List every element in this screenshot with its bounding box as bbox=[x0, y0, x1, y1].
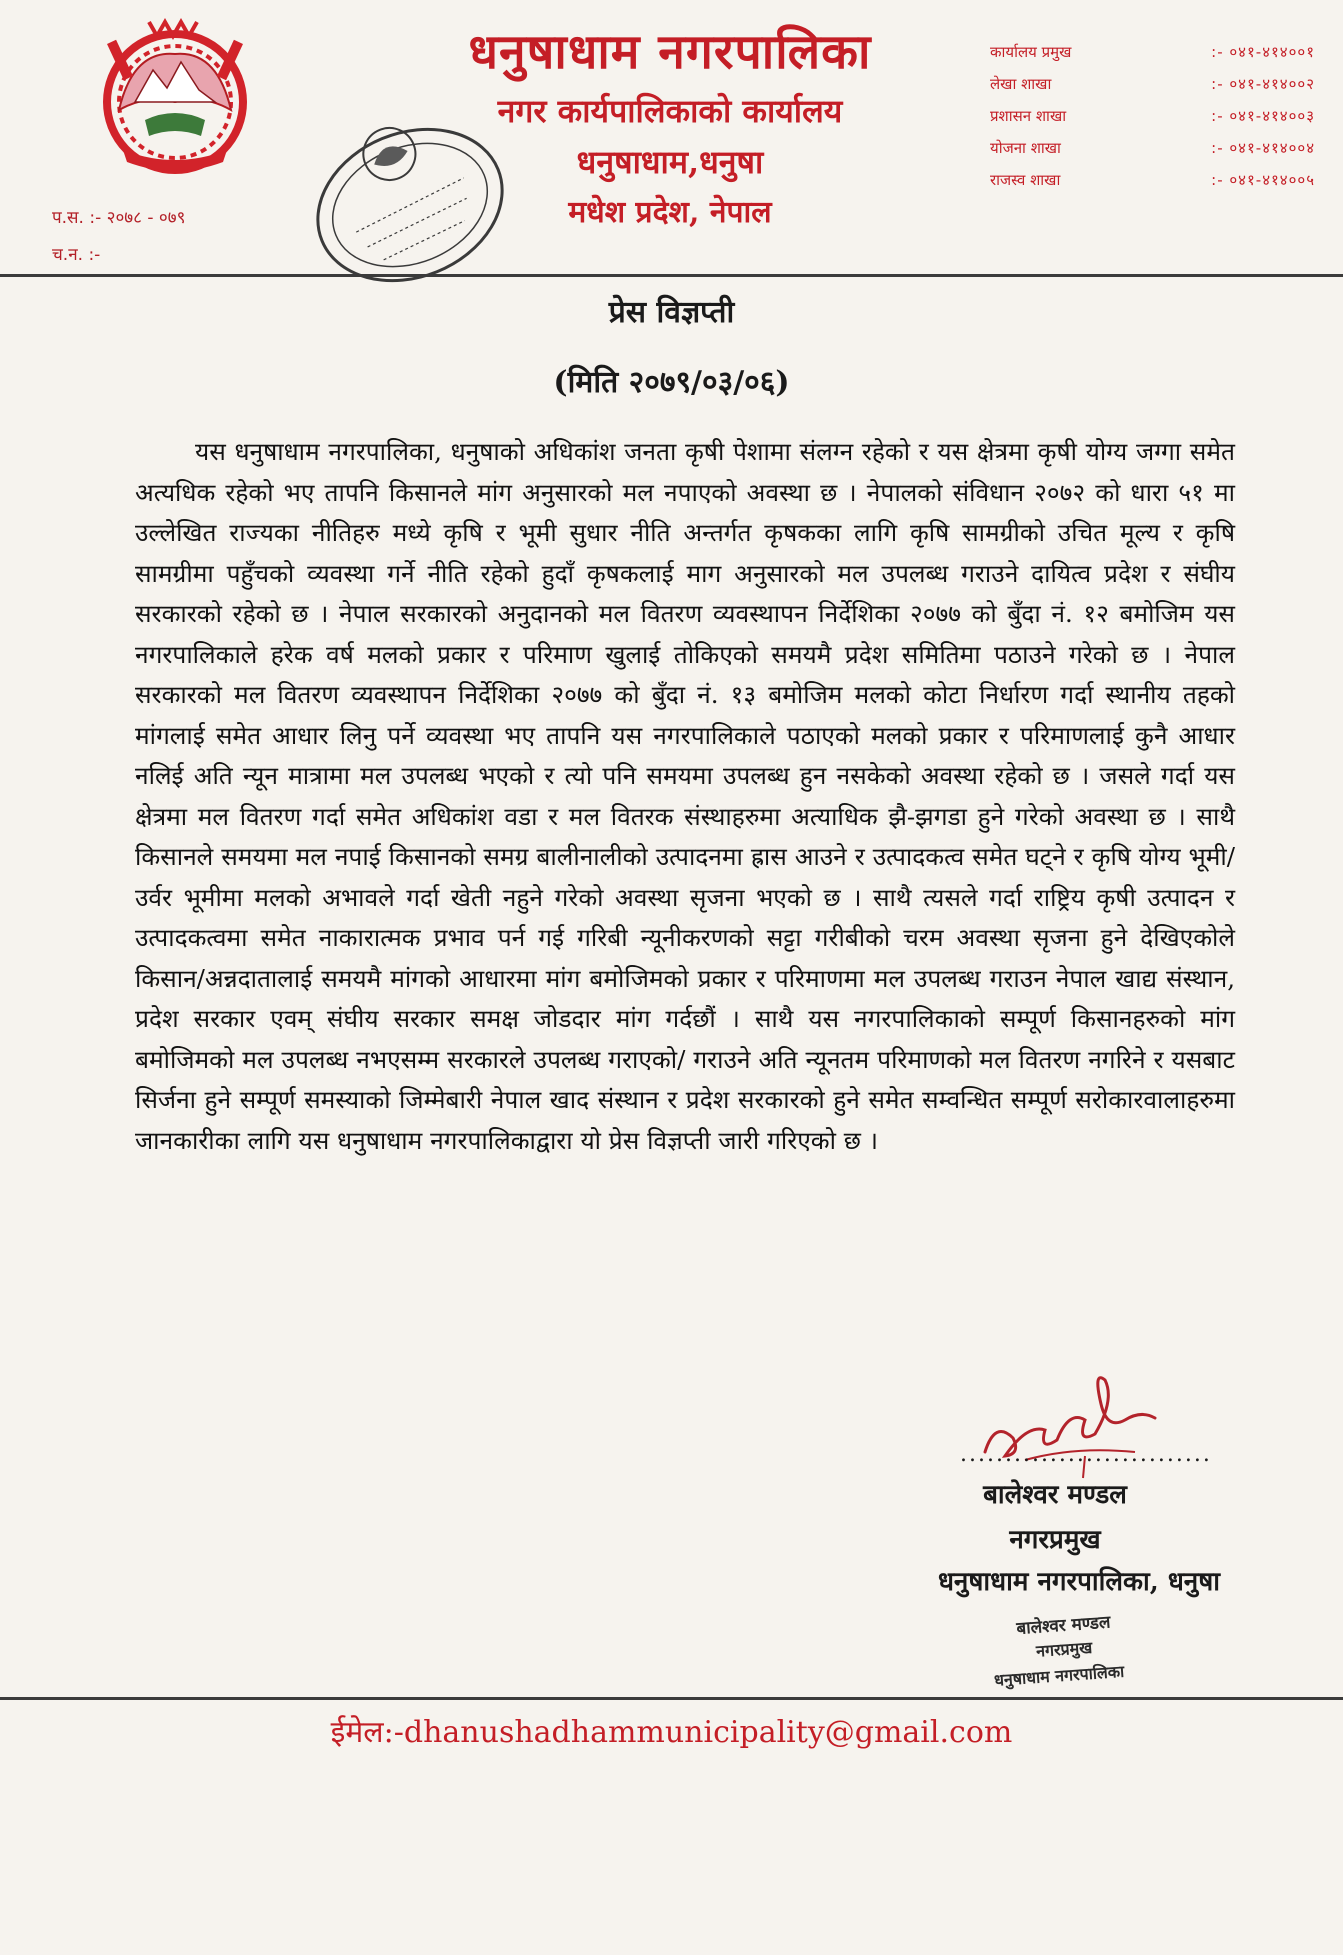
organization-name: धनुषाधाम नगरपालिका bbox=[468, 24, 872, 80]
dispatch-number: च.न. :- bbox=[52, 245, 101, 265]
letterhead bbox=[390, 20, 950, 238]
nepal-emblem-icon bbox=[75, 10, 275, 180]
contact-number: :- ०४१-४१४००३ bbox=[1211, 107, 1315, 125]
contact-label: योजना शाखा bbox=[990, 139, 1061, 157]
contact-label: प्रशासन शाखा bbox=[990, 107, 1067, 125]
contact-row bbox=[990, 100, 1315, 132]
document-title: प्रेस विज्ञप्ती bbox=[608, 295, 735, 330]
contact-row bbox=[990, 36, 1315, 68]
document-body: यस धनुषाधाम नगरपालिका, धनुषाको अधिकांश जनता कृषी पेशामा संलग्न रहेको र यस क्षेत्रमा कृषी योग्य जग्गा समेत अत्यधिक रहेको भए तापनि किसानले मांग अनुसारको मल नपाएको अवस्था छ । नेपालको संविधान २०७२ को धारा ५१ मा उल्लेखित राज्यका नीतिहरु मध्ये कृषि र भूमी सुधार नीति अन्तर्गत कृषकका लागि कृषि सामग्रीको उचित मूल्य र कृषि सामग्रीमा पहुँचको व्यवस्था गर्ने नीति रहेको हुदाँ कृषकलाई माग अनुसारको मल उपलब्ध गराउने दायित्व प्रदेश र संघीय सरकारको रहेको छ । नेपाल सरकारको अनुदानको मल वितरण व्यवस्थापन निर्देशिका २०७७ को बुँदा नं. १२ बमोजिम यस नगरपालिकाले हरेक वर्ष मलको प्रकार र परिमाण खुलाई तोकिएको समयमै प्रदेश समितिमा पठाउने गरेको छ । नेपाल सरकारको मल वितरण व्यवस्थापन निर्देशिका २०७७ को बुँदा नं. १३ बमोजिम मलको कोटा निर्धारण गर्दा स्थानीय तहको मांगलाई समेत आधार लिनु पर्ने व्यवस्था भए तापनि यस नगरपालिकाले पठाएको मलको प्रकार र परिमाणलाई कुनै आधार नलिई अति न्यून मात्रामा मल उपलब्ध भएको र त्यो पनि समयमा उपलब्ध हुन नसकेको अवस्था रहेको छ । जसले गर्दा यस क्षेत्रमा मल वितरण गर्दा समेत अधिकांश वडा र मल वितरक संस्थाहरुमा अत्याधिक झै-झगडा हुने गरेको अवस्था छ । साथै किसानले समयमा मल नपाई किसानको समग्र बालीनालीको उत्पादनमा ह्रास आउने र उत्पादकत्व समेत घट्ने र कृषि योग्य भूमी/ उर्वर भूमीमा मलको अभावले गर्दा खेती नहुने गरेको अवस्था सृजना भएको छ । साथै त्यसले गर्दा राष्ट्रिय कृषी उत्पादन र उत्पादकत्वमा समेत नाकारात्मक प्रभाव पर्न गई गरिबी न्यूनीकरणको सट्टा गरीबीको चरम अवस्था सृजना हुने देखिएकोले किसान/अन्नदातालाई समयमै मांगको आधारमा मांग बमोजिमको प्रकार र परिमाणमा मल उपलब्ध गराउन नेपाल खाद्य संस्थान, प्रदेश सरकार एवम् संघीय सरकार समक्ष जोडदार मांग गर्दछौं । साथै यस नगरपालिकाको सम्पूर्ण किसानहरुको मांग बमोजिमको मल उपलब्ध नभएसम्म सरकारले उपलब्ध गराएको/ गराउने अति न्यूनतम परिमाणको मल वितरण नगरिने र यसबाट सिर्जना हुने सम्पूर्ण समस्याको जिम्मेबारी नेपाल खाद संस्थान र प्रदेश सरकारको हुने समेत सम्वन्धित सम्पूर्ण सरोकारवालाहरुमा जानकारीका लागि यस धनुषाधाम नगरपालिकाद्वारा यो प्रेस विज्ञप्ती जारी गरिएको छ । bbox=[135, 437, 1235, 1155]
contact-label: राजस्व शाखा bbox=[990, 171, 1061, 189]
contact-row bbox=[990, 132, 1315, 164]
contact-number: :- ०४१-४१४००४ bbox=[1211, 139, 1315, 157]
contact-label: लेखा शाखा bbox=[990, 75, 1052, 93]
svg-text:नगरप्रमुख: नगरप्रमुख bbox=[1035, 1637, 1093, 1661]
office-name: नगर कार्यपालिकाको कार्यालय bbox=[497, 92, 843, 130]
contact-label: कार्यालय प्रमुख bbox=[990, 43, 1072, 61]
name-stamp-icon bbox=[990, 1605, 1190, 1690]
signatory-title: नगरप्रमुख bbox=[1009, 1525, 1101, 1555]
letter-reference-number: प.स. :- २०७८ - ०७९ bbox=[52, 208, 186, 228]
office-province: मधेश प्रदेश, नेपाल bbox=[568, 195, 772, 230]
signatory-name: बालेश्वर मण्डल bbox=[983, 1480, 1127, 1510]
contact-list bbox=[990, 36, 1315, 196]
footer-divider bbox=[0, 1697, 1343, 1700]
contact-row bbox=[990, 68, 1315, 100]
contact-row bbox=[990, 164, 1315, 196]
document-date: (मिति २०७९/०३/०६) bbox=[553, 365, 790, 400]
contact-number: :- ०४१-४१४००२ bbox=[1211, 75, 1315, 93]
header-divider bbox=[0, 274, 1343, 277]
svg-text:धनुषाधाम नगरपालिका: धनुषाधाम नगरपालिका bbox=[993, 1661, 1125, 1690]
office-address: धनुषाधाम,धनुषा bbox=[576, 143, 764, 181]
svg-text:बालेश्वर मण्डल: बालेश्वर मण्डल bbox=[1015, 1612, 1112, 1640]
signature-line: ............................ bbox=[960, 1442, 1212, 1467]
contact-email: ईमेल:-dhanushadhammunicipality@gmail.com bbox=[330, 1715, 1013, 1750]
contact-number: :- ०४१-४१४००१ bbox=[1211, 43, 1315, 61]
signatory-organization: धनुषाधाम नगरपालिका, धनुषा bbox=[937, 1567, 1220, 1597]
contact-number: :- ०४१-४१४००५ bbox=[1211, 171, 1315, 189]
